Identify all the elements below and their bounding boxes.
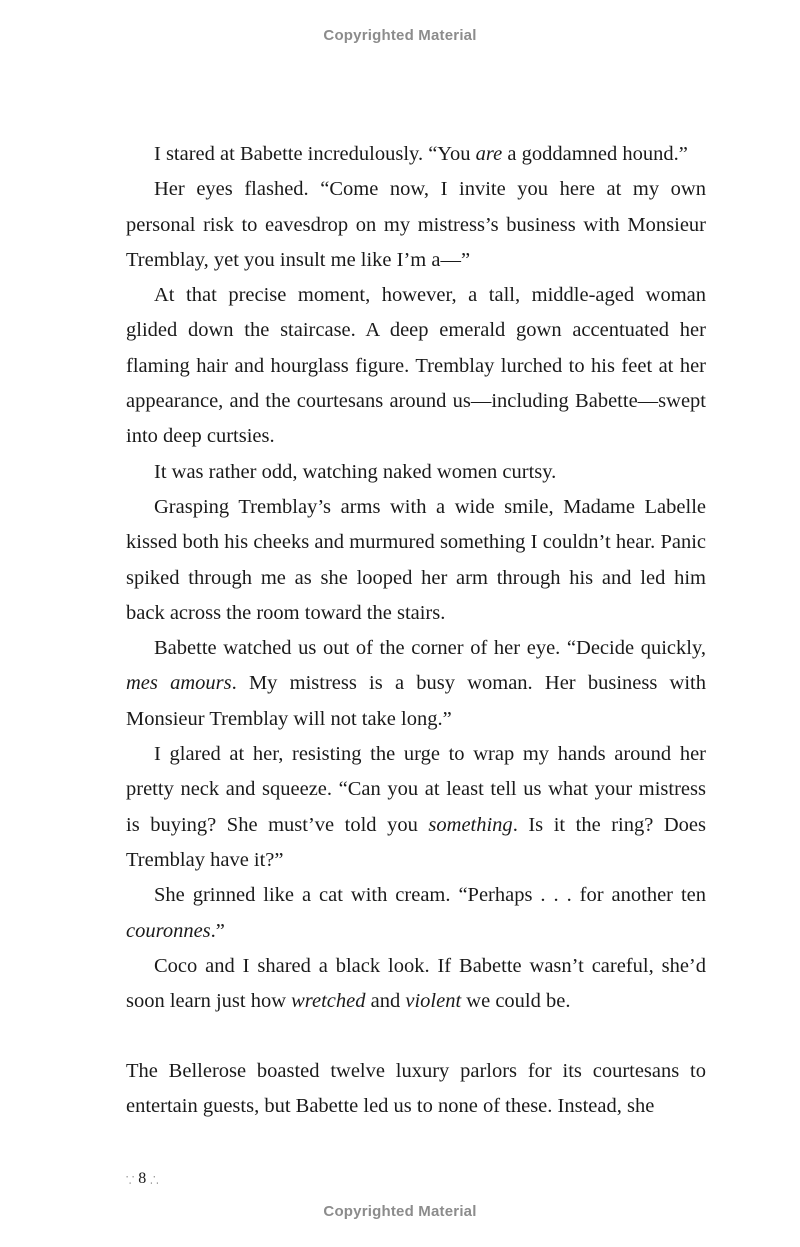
italic-text: mes amours	[126, 672, 232, 695]
copyright-watermark-bottom: Copyrighted Material	[323, 1203, 477, 1220]
italic-text: wretched	[291, 990, 366, 1013]
paragraph: She grinned like a cat with cream. “Perhaps . . . for another ten couronnes.”	[126, 884, 706, 942]
italic-text: something	[428, 813, 513, 836]
italic-text: couronnes	[126, 919, 211, 942]
paragraph: Grasping Tremblay’s arms with a wide smile, Madame Labelle kissed both his cheeks and murmured something I couldn’t hear. Panic spiked through me as she looped her arm through his and led him back across the room toward the stairs.	[126, 495, 706, 624]
copyright-watermark-top: Copyrighted Material	[323, 27, 477, 44]
folio-ornament-right-icon: ⸫	[150, 1175, 159, 1187]
italic-text: are	[475, 143, 503, 165]
page-folio	[126, 1170, 158, 1188]
scene-break-text	[126, 1054, 706, 1125]
italic-text: violent	[405, 990, 462, 1013]
body-text	[126, 137, 706, 1019]
page-number: 8	[138, 1170, 147, 1187]
paragraph: I glared at her, resisting the urge to wrap my hands around her pretty neck and squeeze. “Can you at least tell us what your mistress is buying? She must’ve told you something. Is it the ring? Does Tremblay have it?”	[126, 743, 707, 871]
paragraph: At that precise moment, however, a tall, middle-aged woman glided down the staircase. A deep emerald gown accentuated her flaming hair and hourglass figure. Tremblay lurched to his feet at her appearance, and the courtesans around us—including Babette—swept into deep curtsies.	[126, 284, 706, 448]
paragraph: Coco and I shared a black look. If Babette wasn’t careful, she’d soon learn just how wretched and violent we could be.	[126, 954, 706, 1013]
scene-break-paragraph: The Bellerose boasted twelve luxury parlors for its courtesans to entertain guests, but Babette led us to none of these. Instead, she	[126, 1060, 706, 1118]
paragraph: It was rather odd, watching naked women curtsy.	[154, 460, 557, 483]
paragraph: Her eyes flashed. “Come now, I invite you here at my own personal risk to eavesdrop on my mistress’s business with Monsieur Tremblay, yet you insult me like I’m a—”	[126, 178, 706, 271]
folio-ornament-left-icon: ⸪	[126, 1175, 135, 1187]
paragraph: I stared at Babette incredulously. “You are a goddamned hound.”	[154, 143, 688, 165]
paragraph: Babette watched us out of the corner of her eye. “Decide quickly, mes amours. My mistress is a busy woman. Her business with Monsieur Tremblay will not take long.”	[126, 637, 706, 730]
